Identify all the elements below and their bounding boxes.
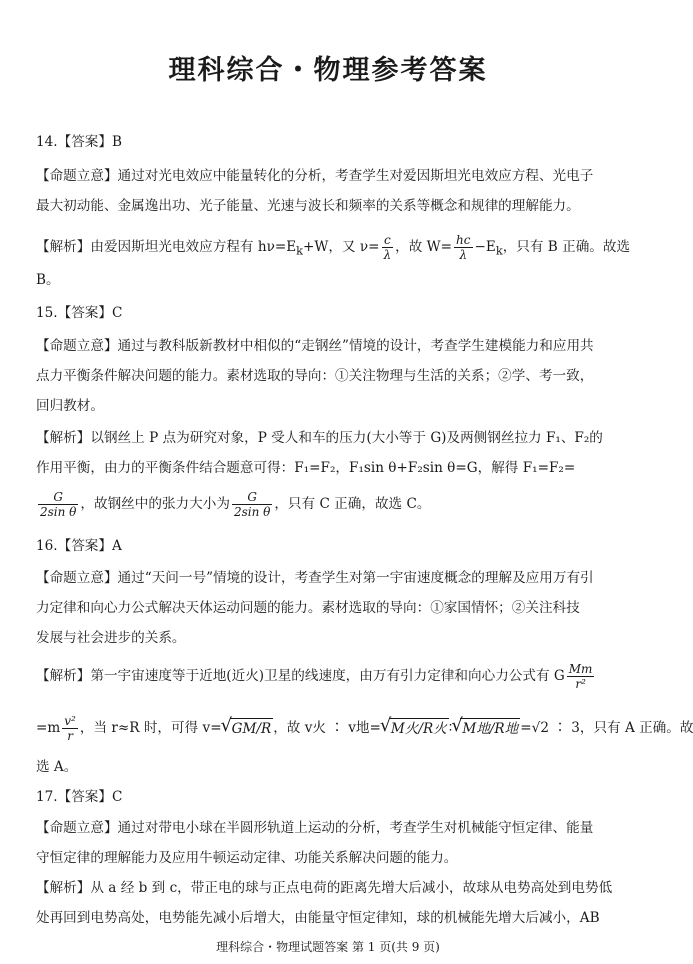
q16-frac-v2-r: $\frac{\text{v²}}{r}$: [64, 714, 76, 743]
q16-analysis-line1: [36, 662, 596, 691]
q14-analysis-d: −E: [474, 239, 496, 255]
q16-sqrt-earth: √ M地/R地: [460, 718, 520, 739]
q15-intent-line3: 回归教材。: [36, 398, 104, 414]
q15-answer: 15.【答案】C: [36, 305, 123, 321]
q15-intent-line2: 点力平衡条件解决问题的能力。素材选取的导向：①关注物理与生活的关系；②学、考一致，: [36, 368, 594, 384]
q16-intent-line3: 发展与社会进步的关系。: [36, 630, 186, 646]
q14-analysis-line1: [36, 233, 630, 262]
q15-analysis-line3: [36, 490, 430, 519]
page-title: 理科综合・物理参考答案: [168, 55, 488, 86]
q16-l2-b: ，当 r≈R 时，可得 v=: [79, 720, 222, 736]
q17-intent-line1: 【命题立意】通过对带电小球在半圆形轨道上运动的分析，考查学生对机械能守恒定律、能量: [36, 820, 594, 836]
q17-analysis-line1: 【解析】从 a 经 b 到 c，带正电的球与正点电荷的距离先增大后减小，故球从电势高处到电势低: [36, 880, 613, 896]
q15-frac-g-2sin-2: $\frac{G}{\text{2sin θ}}$: [233, 490, 271, 519]
q16-intent-line2: 力定律和向心力公式解决天体运动问题的能力。素材选取的导向：①家国情怀；②关注科技: [36, 600, 580, 616]
q14-analysis-c: ，故 W=: [395, 239, 453, 255]
q16-l2-e: =√2 ∶ 3，只有 A 正确。故: [520, 720, 693, 736]
q17-intent-line2: 守恒定律的理解能力及应用牛顿运动定律、功能关系解决问题的能力。: [36, 850, 458, 866]
q16-intent-line1: 【命题立意】通过“天问一号”情境的设计，考查学生对第一宇宙速度概念的理解及应用万有引: [36, 570, 594, 586]
q15-analysis-line2: 作用平衡，由力的平衡条件结合题意可得：F₁=F₂，F₁sin θ+F₂sin θ=G，解得 F₁=F₂=: [36, 460, 576, 476]
q16-l2-c: ，故 v火 ∶ v地=: [273, 720, 381, 736]
q17-answer: 17.【答案】C: [36, 789, 123, 805]
q14-intent-line2: 最大初动能、金属逸出功、光子能量、光速与波长和频率的关系等概念和规律的理解能力。: [36, 198, 580, 214]
q16-analysis-l1: 【解析】第一宇宙速度等于近地(近火)卫星的线速度，由万有引力定律和向心力公式有 G: [36, 668, 565, 684]
q16-l2-a: =m: [36, 720, 61, 736]
q16-analysis-line3: 选 A。: [36, 759, 78, 775]
q16-analysis-line2: [36, 714, 693, 743]
q14-sub-k2: k: [495, 243, 503, 258]
q14-analysis-e: ，只有 B 正确。故选: [502, 239, 631, 255]
q14-sub-k1: k: [296, 243, 304, 258]
q15-frac-g-2sin: $\frac{G}{\text{2sin θ}}$: [40, 490, 77, 519]
q14-intent-line1: 【命题立意】通过对光电效应中能量转化的分析，考查学生对爱因斯坦光电效应方程、光电子: [36, 168, 594, 184]
q14-frac-hc-lambda: $\frac{hc}{\lambda}$: [456, 233, 471, 262]
q15-analysis-l3b: ，只有 C 正确，故选 C。: [274, 496, 431, 512]
q14-answer: 14.【答案】B: [36, 134, 122, 150]
q15-analysis-l3a: ，故钢丝中的张力大小为: [80, 496, 230, 512]
q16-sqrt-mars: √ M火/R火: [389, 718, 449, 739]
q14-frac-c-lambda: $\frac{c}{\lambda}$: [383, 233, 392, 262]
q17-analysis-line2: 处再回到电势高处，电势能先减小后增大，由能量守恒定律知，球的机械能先增大后减小，AB: [36, 910, 600, 926]
q16-l2-d: ∶: [448, 720, 453, 736]
q14-analysis-line2: B。: [36, 272, 60, 288]
q16-sqrt-gm-r: √ GM/R: [230, 718, 274, 739]
q15-analysis-line1: 【解析】以钢丝上 P 点为研究对象，P 受人和车的压力(大小等于 G)及两侧钢丝拉力 F₁、F₂的: [36, 430, 603, 446]
q14-analysis-b: +W，又 ν=: [303, 239, 380, 255]
q15-intent-line1: 【命题立意】通过与教科版新教材中相似的“走钢丝”情境的设计，考查学生建模能力和应用共: [36, 338, 594, 354]
page-footer: 理科综合・物理试题答案 第 1 页(共 9 页): [216, 940, 440, 954]
q16-answer: 16.【答案】A: [36, 538, 122, 554]
q16-frac-mm-r2: $\frac{Mm}{\text{r²}}$: [568, 662, 593, 691]
q14-analysis-a: 【解析】由爱因斯坦光电效应方程有 hν=E: [36, 239, 297, 255]
